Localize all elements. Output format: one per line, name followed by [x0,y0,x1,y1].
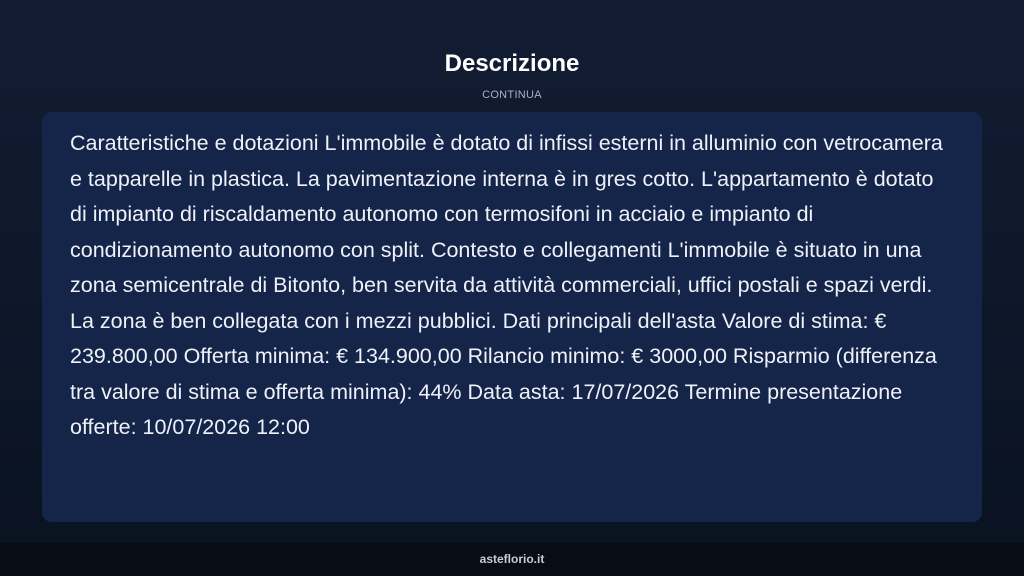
footer-bar [0,543,1024,576]
description-text: Caratteristiche e dotazioni L'immobile è dotato di infissi esterni in alluminio con vetrocamera e tapparelle in plastica. La pavimentazione interna è in gres cotto. L'appartamento è dotato di impianto di riscaldamento autonomo con termosifoni in acciaio e impianto di condizionamento autonomo con split. Contesto e collegamenti L'immobile è situato in una zona semicentrale di Bitonto, ben servita da attività commerciali, uffici postali e spazi verdi. La zona è ben collegata con i mezzi pubblici. Dati principali dell'asta Valore di stima: € 239.800,00 Offerta minima: € 134.900,00 Rilancio minimo: € 3000,00 Risparmio (differenza tra valore di stima e offerta minima): 44% Data asta: 17/07/2026 Termine presentazione offerte: 10/07/2026 12:00 [70,131,943,439]
page-header [0,48,1024,102]
page-subtitle: CONTINUA [482,89,542,101]
footer-site-name: asteflorio.it [479,552,545,566]
description-card [42,112,982,522]
page-title: Descrizione [444,50,580,77]
